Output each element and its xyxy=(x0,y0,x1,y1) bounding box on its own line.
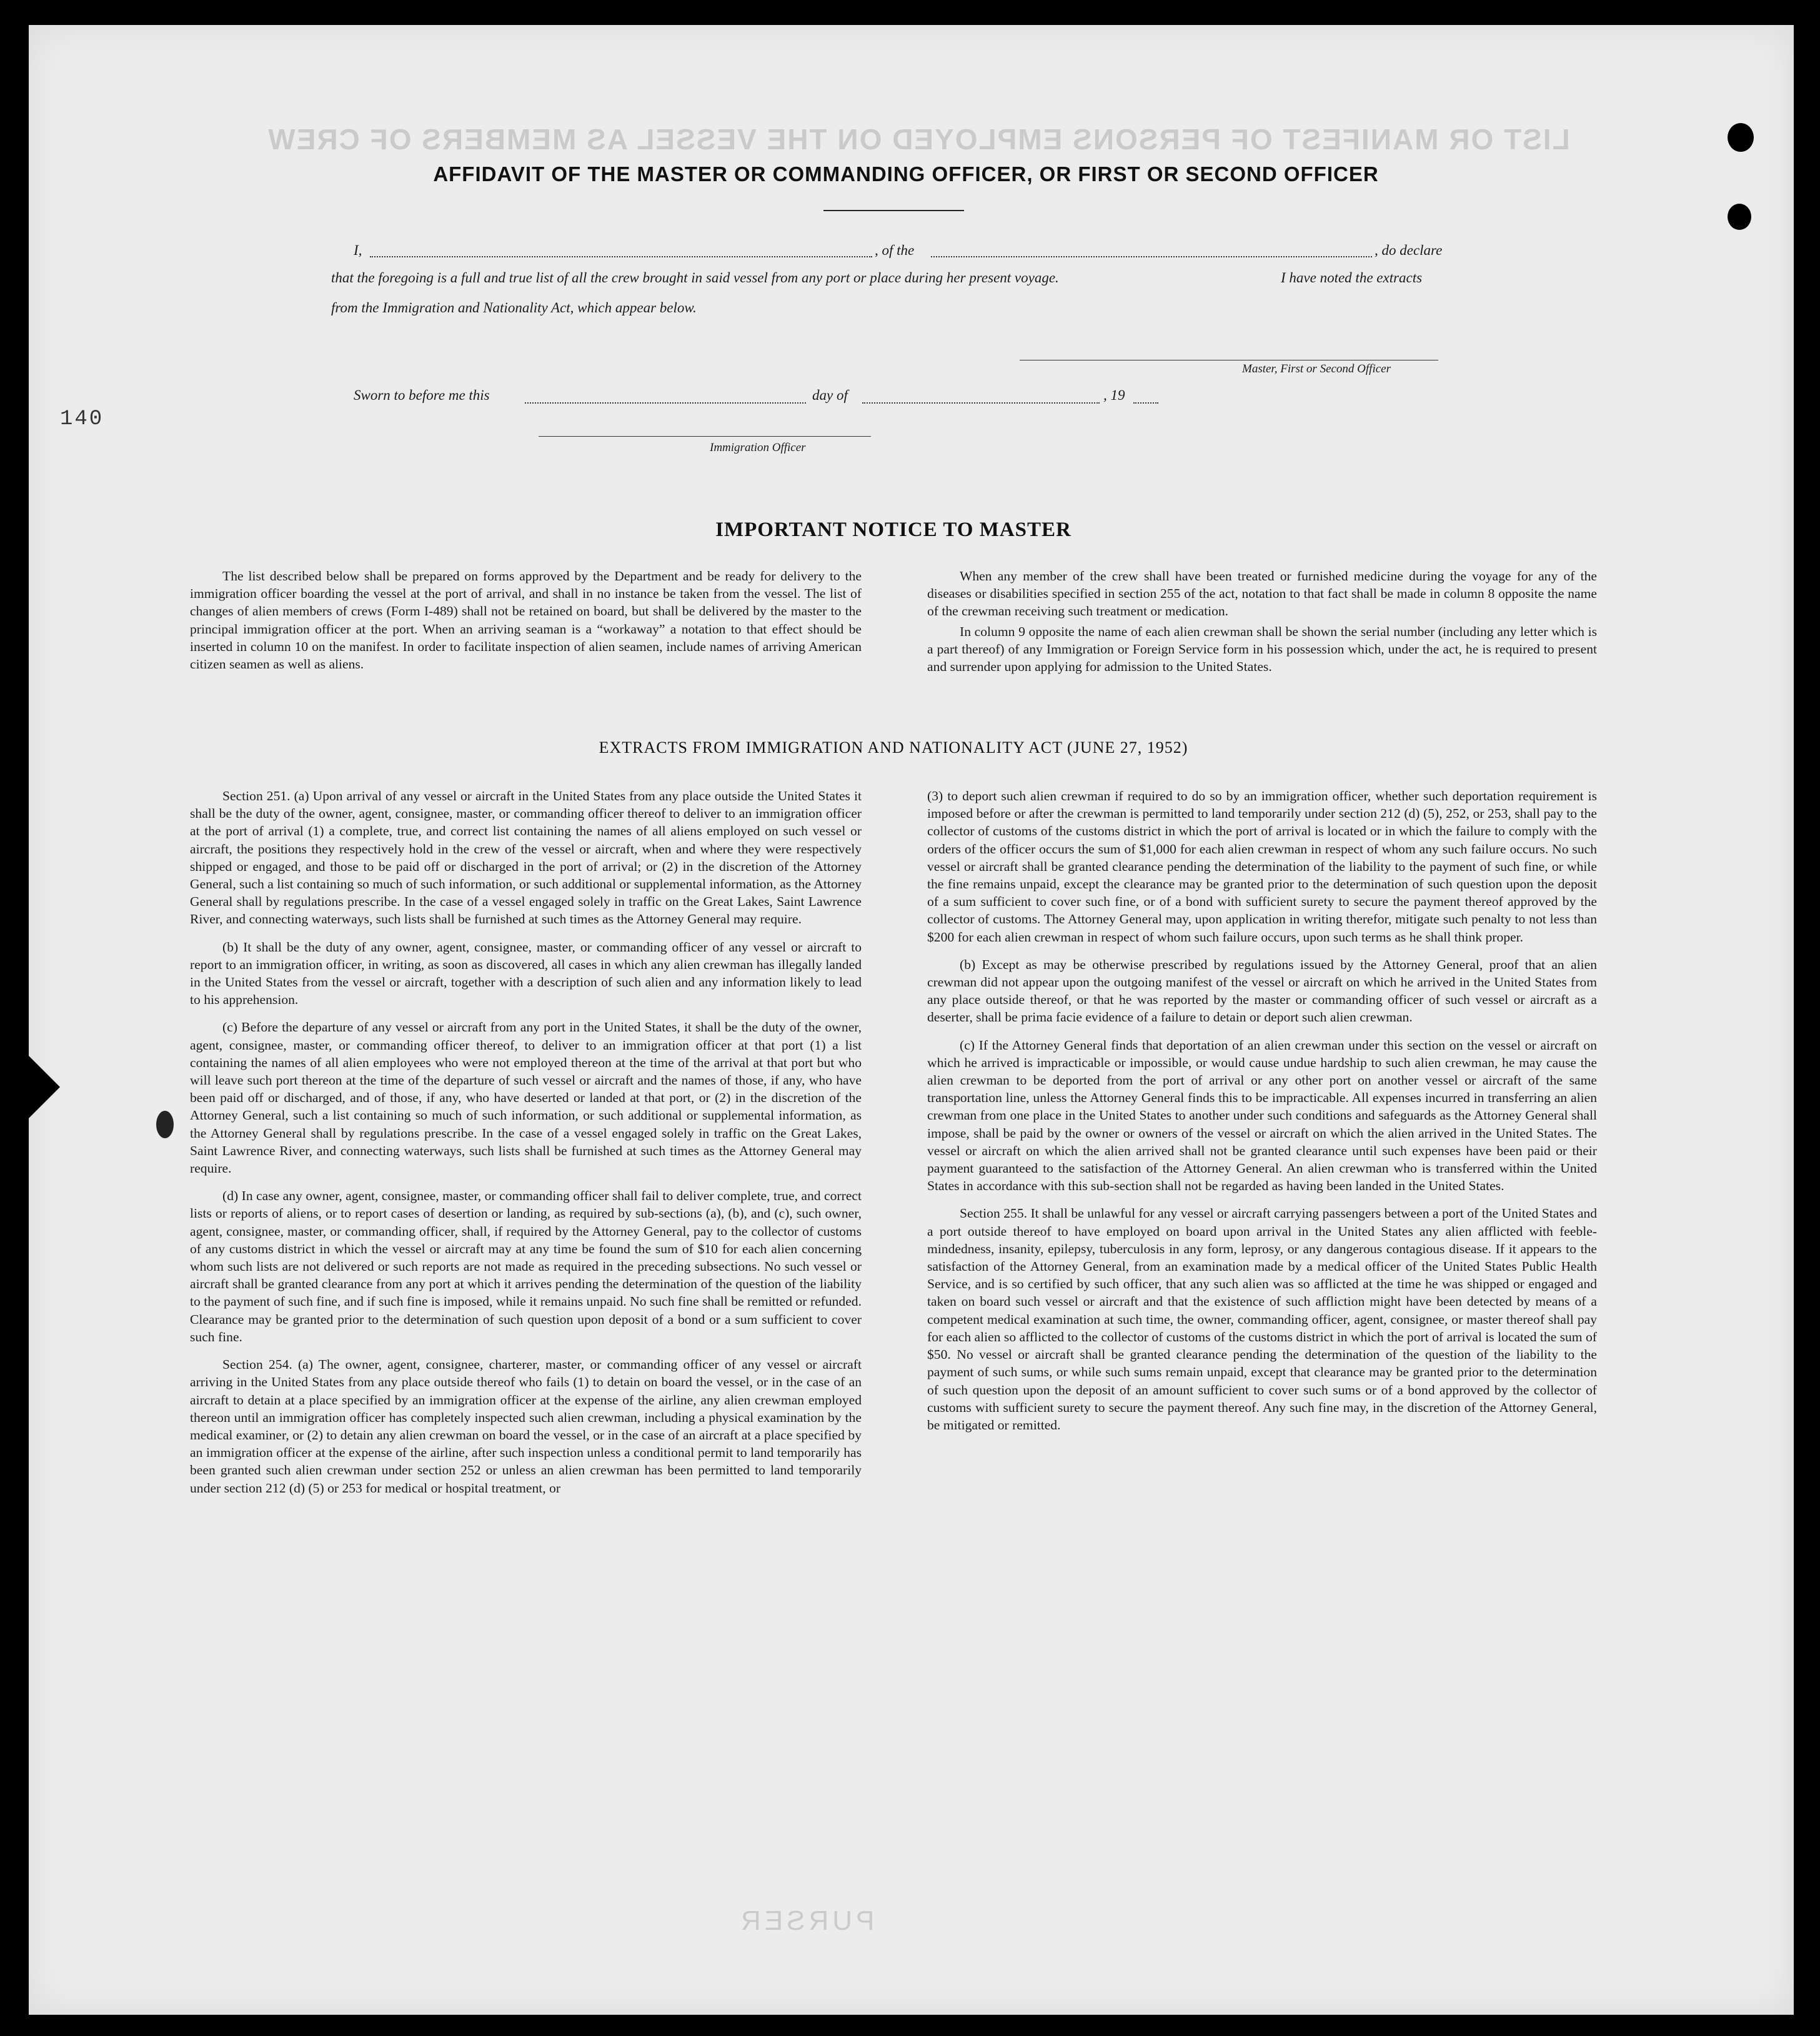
affidavit-line-2: that the foregoing is a full and true list of all the crew brought in said vessel from any port or place during her present voyage. xyxy=(331,270,1059,286)
punch-hole xyxy=(1728,123,1754,152)
affidavit-do-declare-label: , do declare xyxy=(1375,242,1443,258)
sworn-year-field[interactable] xyxy=(1133,402,1158,404)
punch-hole xyxy=(1728,204,1751,230)
extract-paragraph: (c) Before the departure of any vessel or aircraft from any port in the United States, it shall be the duty of the owner, agent, consignee, master, or commanding officer thereof, to deliver to an immigration officer at that port (1) a list containing the names of all alien employees who were not employed thereon at the time of the arrival at that port but who will leave such port thereon at the time of the departure of such vessel or aircraft and the names of those, if any, who have been paid off or discharged, and of those, if any, who have deserted or landed at that port, or (2) in the discretion of the Attorney General, such a list containing so much of such information, or such additional or supplemental information, as the Attorney General shall by regulations prescribe. In the case of a vessel engaged solely in traffic on the Great Lakes, Saint Lawrence River, and connecting waterways, such lists shall be furnished at such times as the Attorney General may require. xyxy=(190,1020,862,1176)
bleed-through-stamp: PURSER xyxy=(737,1905,875,1936)
affidavit-line-3: from the Immigration and Nationality Act, which appear below. xyxy=(331,300,697,315)
margin-page-number: 140 xyxy=(60,407,104,431)
notice-right-column xyxy=(927,567,1597,685)
affidavit-line-2-right: I have noted the extracts xyxy=(1281,270,1423,286)
affidavit-title: AFFIDAVIT OF THE MASTER OR COMMANDING OFFICER, OR FIRST OR SECOND OFFICER xyxy=(433,162,1379,186)
affidavit-of-the-label: , of the xyxy=(875,242,915,258)
extract-paragraph: Section 251. (a) Upon arrival of any vessel or aircraft in the United States from any place outside the United States it shall be the duty of the owner, agent, consignee, master, or commanding officer thereof to deliver to an immigration officer at the port of arrival (1) a complete, true, and correct list containing the names of all aliens employed on such vessel or aircraft, the positions they respectively hold in the crew of the vessel or aircraft, when and where they were respectively shipped or engaged, and those to be paid off or discharged in the port of arrival; or (2) in the discretion of the Attorney General, such a list containing so much of such information, or such additional or supplemental information, as the Attorney General shall by regulations prescribe. In the case of a vessel engaged solely in traffic on the Great Lakes, Saint Lawrence River, and connecting waterways, such lists shall be furnished at such times as the Attorney General may require. xyxy=(190,788,862,927)
extract-paragraph: (c) If the Attorney General finds that deportation of an alien crewman under this section on the vessel or aircraft on which he arrived is impracticable or impossible, or would cause undue hardship to such alien crewman, he may cause the alien crewman to be deported from the port of arrival or any other port on another vessel or aircraft of the same transportation line, unless the Attorney General finds this to be impracticable. All expenses incurred in transferring an alien crewman from one place in the United States to another under such conditions and safeguards as the Attorney General shall impose, shall be paid by the owner or owners of the vessel or aircraft on which the alien arrived in the United States. The vessel or aircraft on which the alien arrived shall not be granted clearance until such expenses have been paid or their payment guaranteed to the satisfaction of the Attorney General. An alien crewman who is transferred within the United States in accordance with this sub-section shall not be regarded as having been landed in the United States. xyxy=(927,1037,1597,1194)
notice-title: IMPORTANT NOTICE TO MASTER xyxy=(715,519,1072,541)
extract-paragraph: (b) Except as may be otherwise prescribed by regulations issued by the Attorney General, proof that an alien crewman did not appear upon the outgoing manifest of the vessel or aircraft on which he arrived in the United States from any place outside thereof, or that he was reported by the master or commanding officer of such vessel or aircraft as a deserter, shall be prima facie evidence of a failure to detain or deport such alien crewman. xyxy=(927,956,1597,1025)
notice-right-paragraph: When any member of the crew shall have been treated or furnished medicine during the voyage for any of the diseases or disabilities specified in section 255 of the act, notation to that fact shall be made in column 8 opposite the name of the crewman receiving such treatment or medication. xyxy=(927,569,1597,619)
bleed-through-title: LIST OR MANIFEST OF PERSONS EMPLOYED ON THE VESSEL AS MEMBERS OF CREW xyxy=(267,123,1570,156)
extract-paragraph: (b) It shall be the duty of any owner, agent, consignee, master, or commanding officer of any vessel or aircraft to report to an immigration officer, in writing, as soon as discovered, all cases in which any alien crewman has illegally landed in the United States from the vessel or aircraft, together with a description of such alien and any information likely to lead to his apprehension. xyxy=(190,939,862,1008)
extract-paragraph: (d) In case any owner, agent, consignee, master, or commanding officer shall fail to deliver complete, true, and correct lists or reports of aliens, or to report cases of desertion or landing, as required by sub-sections (a), (b), and (c), such owner, agent, consignee, master, or commanding officer, shall, if required by the Attorney General, pay to the collector of customs of any customs district in which the vessel or aircraft may at any time be found the sum of $10 for each alien concerning whom such lists are not delivered or such reports are not made as required in the preceding subsections. No such vessel or aircraft shall be granted clearance from any port at which it arrives pending the determination of the question of the liability to the payment of such fine, and if such fine is imposed, while it remains unpaid. No such fine shall be remitted or refunded. Clearance may be granted prior to the determination of such question upon deposit of a bond or a sum sufficient to cover such fine. xyxy=(190,1188,862,1344)
notice-left-paragraph: The list described below shall be prepared on forms approved by the Department and be ready for delivery to the immigration officer boarding the vessel at the port of arrival, and shall in no instance be taken from the vessel. The list of changes of alien members of crews (Form I-489) shall not be retained on board, but shall be delivered by the master to the principal immigration officer at the port. When an arriving seaman is a “workaway” a notation to that effect should be inserted in column 10 on the manifest. In order to facilitate inspection of alien seamen, include names of arriving American citizen seamen as well as aliens. xyxy=(190,569,862,672)
extract-paragraph: Section 255. It shall be unlawful for any vessel or aircraft carrying passengers between a port of the United States and a port outside thereof to have employed on board upon arrival in the United States any alien afflicted with feeble-mindedness, insanity, epilepsy, tuberculosis in any form, leprosy, or any dangerous contagious disease. If it appears to the satisfaction of the Attorney General, from an examination made by a medical officer of the United States Public Health Service, and is so certified by such officer, that any such alien was so afflicted at the time he was shipped or engaged and taken on board such vessel or aircraft and that the existence of such affliction might have been detected by means of a competent medical examination at such time, the owner, commanding officer, agent, consignee, or master thereof shall pay for each alien so afflicted to the collector of customs of the customs district in which the port of arrival is located the sum of $50. No vessel or aircraft shall be granted clearance pending the determination of the question of the liability to the payment of such sums, or while such sums remain unpaid, except that clearance may be granted prior to the determination of such question upon the deposit of an amount sufficient to cover such sums or of a bond approved by the collector of customs with sufficient surety to secure the payment thereof. Any such fine may, in the discretion of the Attorney General, be mitigated or remitted. xyxy=(927,1206,1597,1433)
day-of-label: day of xyxy=(812,387,848,403)
affiant-name-field[interactable] xyxy=(370,256,872,257)
extracts-left-column xyxy=(190,787,862,1507)
paper-tear xyxy=(22,1050,60,1125)
extract-paragraph: Section 254. (a) The owner, agent, consignee, charterer, master, or commanding officer of any vessel or aircraft arriving in the United States from any place outside thereof who fails (1) to detain on board the vessel, or in the case of an aircraft to detain at a place specified by an immigration officer at the expense of the airline, any alien crewman employed thereon until an immigration officer has completely inspected such alien crewman, including a physical examination by the medical examiner, or (2) to detain any alien crewman on board the vessel, or in the case of an aircraft at a place specified by an immigration officer at the expense of the airline, after such inspection unless a conditional permit to land temporarily has been granted such alien crewman under section 252 or unless an alien crewman has been permitted to land temporarily under section 212 (d) (5) or 253 for medical or hospital treatment, or xyxy=(190,1357,862,1496)
extracts-right-column xyxy=(927,787,1597,1444)
sworn-label: Sworn to before me this xyxy=(354,387,490,403)
affidavit-i-label: I, xyxy=(354,242,362,258)
notice-left-column xyxy=(190,567,862,683)
notice-right-paragraph: In column 9 opposite the name of each alien crewman shall be shown the serial number (including any letter which is a part thereof) of any Immigration or Foreign Service form in his possession which, under the act, he is required to present and surrender upon applying for admission to the United States. xyxy=(927,623,1597,675)
vessel-name-field[interactable] xyxy=(931,256,1372,257)
officer-signature-caption: Immigration Officer xyxy=(710,441,806,454)
year-prefix-label: , 19 xyxy=(1103,387,1125,403)
ink-blot xyxy=(156,1111,174,1138)
title-underline xyxy=(823,210,964,211)
extracts-title: EXTRACTS FROM IMMIGRATION AND NATIONALITY ACT (JUNE 27, 1952) xyxy=(599,738,1188,757)
sworn-month-field[interactable] xyxy=(862,402,1100,404)
sworn-day-field[interactable] xyxy=(525,402,806,404)
officer-signature-field[interactable] xyxy=(539,436,871,437)
master-signature-caption: Master, First or Second Officer xyxy=(1242,362,1391,375)
extract-paragraph: (3) to deport such alien crewman if required to do so by an immigration officer, whether such deportation requirement is imposed before or after the crewman is permitted to land temporarily under section 212 (d) (5), 252, or 253, shall pay to the collector of customs of the customs district in which the port of arrival is located or in which the failure to comply with the orders of the officer occurs the sum of $1,000 for each alien crewman in respect of whom any such failure occurs. No such vessel or aircraft shall be granted clearance pending the determination of the liability to the payment of such fine, or while the fine remains unpaid, except the clearance may be granted prior to the determination of such question upon the deposit of a sum sufficient to cover such fine, or of a bond with sufficient surety to secure the payment thereof approved by the collector of customs. The Attorney General may, upon application in writing therefor, mitigate such penalty to not less than $200 for each alien crewman in respect of whom such failure occurs, upon such terms as he shall think proper. xyxy=(927,788,1597,945)
